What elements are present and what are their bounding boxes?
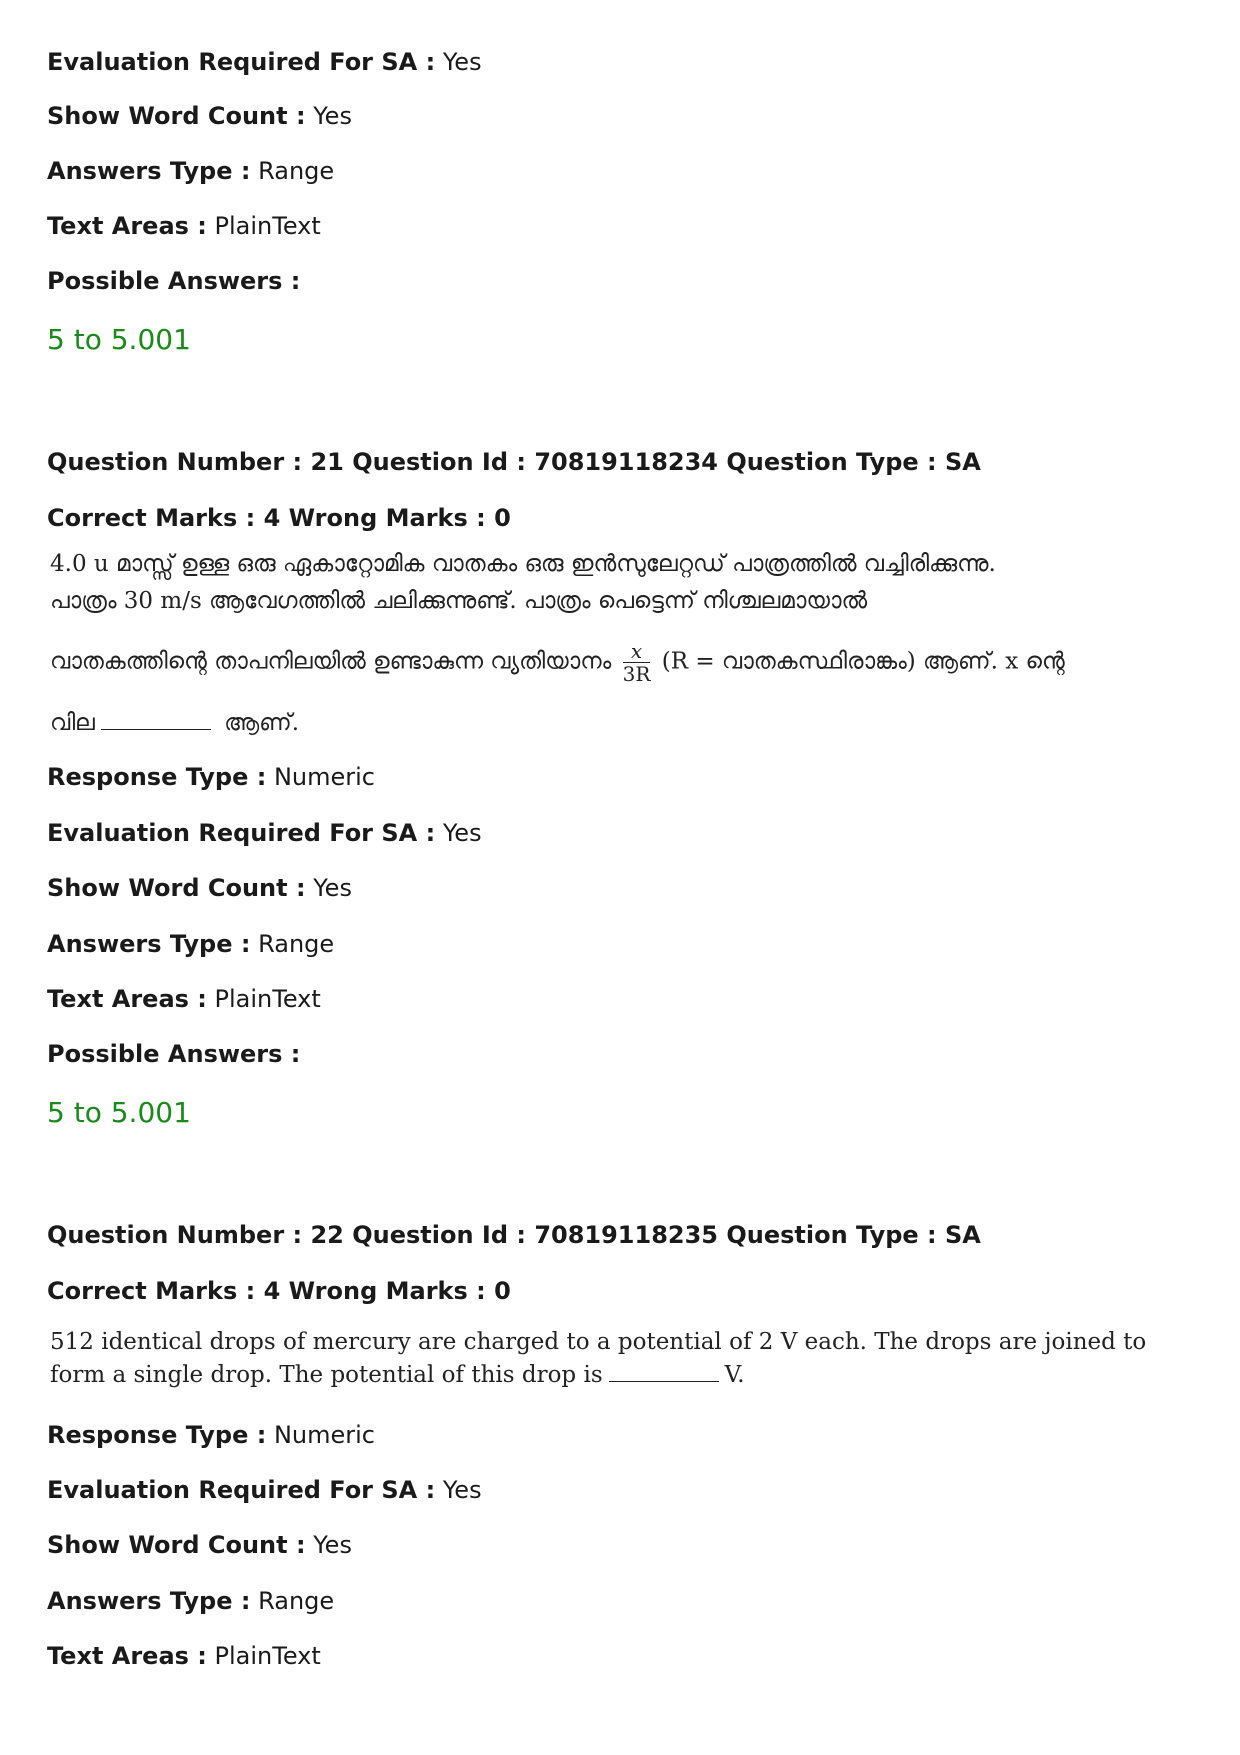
- q21-answers-type-row: [47, 929, 334, 959]
- top-text-areas-row: [47, 211, 321, 241]
- q22-marks: Correct Marks : 4 Wrong Marks : 0: [47, 1277, 511, 1305]
- response-type-value: Numeric: [273, 763, 375, 791]
- q21-text-line-4-b: ആണ്.: [224, 710, 300, 736]
- possible-answers-label: Possible Answers :: [47, 267, 301, 295]
- q21-fraction: [623, 640, 651, 685]
- word-count-label: Show Word Count :: [47, 874, 306, 902]
- q21-answer-blank: [101, 711, 211, 730]
- eval-sa-value: Yes: [442, 819, 482, 847]
- text-areas-value: PlainText: [214, 1642, 321, 1670]
- eval-sa-label: Evaluation Required For SA :: [47, 1476, 436, 1504]
- q22-text-line-2-a: form a single drop. The potential of this drop is: [50, 1362, 603, 1388]
- q21-text-areas-row: [47, 984, 321, 1014]
- answers-type-value: Range: [258, 157, 335, 185]
- answers-type-label: Answers Type :: [47, 157, 251, 185]
- q21-text-line-3-b: (R = വാതകസ്ഥിരാങ്കം) ആണ്. x ന്റെ: [661, 648, 1065, 675]
- q22-response-type-row: [47, 1420, 375, 1450]
- eval-sa-label: Evaluation Required For SA :: [47, 48, 436, 76]
- q21-header: Question Number : 21 Question Id : 70819118234 Question Type : SA: [47, 448, 981, 476]
- answers-type-value: Range: [258, 1587, 335, 1615]
- q21-word-count-row: [47, 873, 352, 903]
- q22-eval-sa-row: [47, 1475, 482, 1505]
- q21-text-line-4: [50, 710, 299, 736]
- word-count-label: Show Word Count :: [47, 102, 306, 130]
- q21-text-line-1: 4.0 u മാസ്സ് ഉള്ള ഒരു ഏകാറ്റോമിക വാതകം ഒരു ഇൻസുലേറ്റഡ് പാത്രത്തിൽ വച്ചിരിക്കുന്നു.: [50, 551, 996, 577]
- q22-answers-type-row: [47, 1586, 334, 1616]
- q22-text-line-1: 512 identical drops of mercury are charged to a potential of 2 V each. The drops are joined to: [50, 1329, 1147, 1355]
- possible-answers-label: Possible Answers :: [47, 1040, 301, 1068]
- q21-text-line-3-a: വാതകത്തിന്റെ താപനിലയിൽ ഉണ്ടാകുന്ന വ്യതിയാനം: [50, 648, 612, 675]
- q22-text-line-2-b: V.: [724, 1362, 745, 1388]
- text-areas-value: PlainText: [214, 985, 321, 1013]
- top-possible-answer-value: 5 to 5.001: [47, 323, 191, 356]
- q21-text-line-4-a: വില: [50, 710, 95, 736]
- q21-text-line-2: പാത്രം 30 m/s ആവേഗത്തിൽ ചലിക്കുന്നുണ്ട്. പാത്രം പെട്ടെന്ന് നിശ്ചലമായാൽ: [50, 588, 868, 614]
- response-type-value: Numeric: [273, 1421, 375, 1449]
- eval-sa-value: Yes: [442, 48, 482, 76]
- eval-sa-label: Evaluation Required For SA :: [47, 819, 436, 847]
- q21-fraction-numerator: x: [623, 640, 651, 663]
- top-answers-type-row: [47, 156, 334, 186]
- response-type-label: Response Type :: [47, 763, 267, 791]
- q21-eval-sa-row: [47, 818, 482, 848]
- word-count-value: Yes: [313, 102, 352, 130]
- q22-text-line-2: [50, 1362, 745, 1388]
- top-eval-sa-row: [47, 47, 482, 77]
- text-areas-value: PlainText: [214, 212, 321, 240]
- q21-response-type-row: [47, 762, 375, 792]
- q22-header: Question Number : 22 Question Id : 70819118235 Question Type : SA: [47, 1221, 981, 1249]
- q21-possible-answers-row: [47, 1039, 300, 1069]
- top-word-count-row: [47, 101, 352, 131]
- eval-sa-value: Yes: [442, 1476, 482, 1504]
- top-possible-answers-row: [47, 266, 300, 296]
- text-areas-label: Text Areas :: [47, 212, 207, 240]
- text-areas-label: Text Areas :: [47, 1642, 207, 1670]
- q22-text-areas-row: [47, 1641, 321, 1671]
- q22-answer-blank: [609, 1363, 719, 1382]
- word-count-value: Yes: [313, 1531, 352, 1559]
- text-areas-label: Text Areas :: [47, 985, 207, 1013]
- answers-type-label: Answers Type :: [47, 1587, 251, 1615]
- response-type-label: Response Type :: [47, 1421, 267, 1449]
- q21-possible-answer-value: 5 to 5.001: [47, 1096, 191, 1129]
- answers-type-label: Answers Type :: [47, 930, 251, 958]
- q22-word-count-row: [47, 1530, 352, 1560]
- word-count-label: Show Word Count :: [47, 1531, 306, 1559]
- answers-type-value: Range: [258, 930, 335, 958]
- q21-fraction-denominator: 3R: [622, 662, 651, 686]
- q21-marks: Correct Marks : 4 Wrong Marks : 0: [47, 504, 511, 532]
- q21-text-line-3: [50, 640, 1065, 685]
- word-count-value: Yes: [313, 874, 352, 902]
